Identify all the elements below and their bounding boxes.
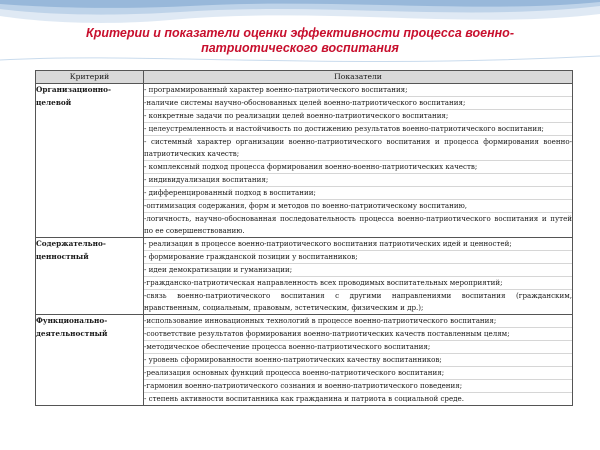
indicator-item: -наличие системы научно-обоснованных целей военно-патриотического воспитания;: [144, 97, 572, 110]
indicator-item: - комплексный подход процесса формирования военно-военно-патриотических качеств;: [144, 161, 572, 174]
indicator-item: - программированный характер военно-патриотического воспитания;: [144, 84, 572, 97]
indicator-item: -гармония военно-патриотического сознания и военно-патриотического поведения;: [144, 380, 572, 393]
criterion-cell: Организационно-целевой: [36, 84, 144, 238]
indicator-item: - индивидуализация воспитания;: [144, 174, 572, 187]
indicator-item: - формирование гражданской позиции у воспитанников;: [144, 251, 572, 264]
criteria-table: [35, 70, 573, 406]
table-header-row: [36, 71, 573, 84]
indicator-item: -реализация основных функций процесса военно-патриотического воспитания;: [144, 367, 572, 380]
indicator-item: -методическое обеспечение процесса военно-патриотического воспитания;: [144, 341, 572, 354]
criterion-cell: Функционально-деятельностный: [36, 315, 144, 406]
indicator-item: -гражданско-патриотическая направленность всех проводимых воспитательных мероприятий;: [144, 277, 572, 290]
indicator-item: - конкретные задачи по реализации целей военно-патриотического воспитания;: [144, 110, 572, 123]
table-body: [36, 84, 573, 406]
table-row: [36, 84, 573, 238]
indicator-item: - целеустремленность и настойчивость по достижению результатов военно-патриотического воспитания;: [144, 123, 572, 136]
indicator-item: - системный характер организации военно-патриотического воспитания и процесса формирования военно-патриотических качеств;: [144, 136, 572, 161]
criterion-cell: Содержательно-ценностный: [36, 238, 144, 315]
indicators-cell: [144, 238, 573, 315]
indicator-item: - дифференцированный подход в воспитании;: [144, 187, 572, 200]
header-criterion: Критерий: [36, 71, 144, 84]
page-title: Критерии и показатели оценки эффективности процесса военно-патриотического воспитания: [86, 26, 514, 55]
indicator-item: - степень активности воспитанника как гражданина и патриота в социальной среде.: [144, 394, 464, 403]
indicator-item: -соответствие результатов формирования военно-патриотических качеств поставленным целям;: [144, 328, 572, 341]
indicator-item: -оптимизация содержания, форм и методов по военно-патриотическому воспитанию,: [144, 200, 572, 213]
indicators-cell: [144, 84, 573, 238]
indicator-item: -использование инновационных технологий в процессе военно-патриотического воспитания;: [144, 315, 572, 328]
indicators-cell: [144, 315, 573, 406]
indicator-item: - уровень сформированности военно-патриотических качеству воспитанников;: [144, 354, 572, 367]
header-indicators: Показатели: [144, 71, 573, 84]
table-row: [36, 238, 573, 315]
indicator-item: - реализация в процессе военно-патриотического воспитания патриотических идей и ценностей;: [144, 238, 572, 251]
indicator-item: - идеи демократизации и гуманизации;: [144, 264, 572, 277]
indicator-item: -связь военно-патриотического воспитания с другими направлениями воспитания (гражданским, нравственным, социальным, правовым, эстетическим, физическим и др.);: [144, 291, 572, 312]
table-row: [36, 315, 573, 406]
indicator-item: -логичность, научно-обоснованная последовательность процесса военно-патриотического воспитания и путей по ее совершенствованию.: [144, 214, 572, 235]
